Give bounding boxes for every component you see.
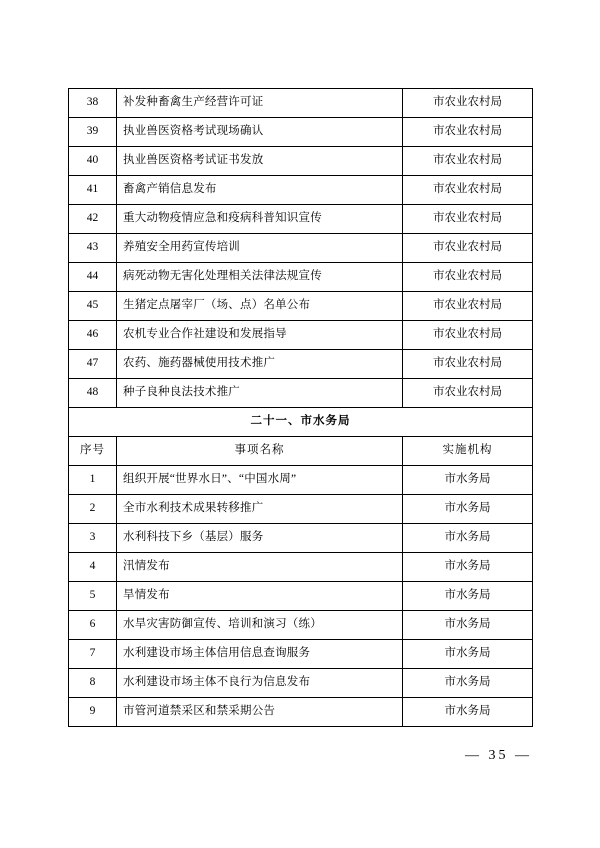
- table-row: [69, 640, 533, 669]
- table-row: [69, 263, 533, 292]
- row-item-name: 种子良种良法技术推广: [117, 379, 403, 408]
- row-organization: 市水务局: [403, 553, 533, 582]
- table-row: [69, 379, 533, 408]
- column-header-organization: 实施机构: [403, 437, 533, 466]
- table-row: [69, 89, 533, 118]
- table-row: [69, 582, 533, 611]
- table-row: [69, 205, 533, 234]
- row-number: 1: [69, 466, 117, 495]
- row-number: 47: [69, 350, 117, 379]
- row-organization: 市农业农村局: [403, 118, 533, 147]
- column-header-name: 事项名称: [117, 437, 403, 466]
- row-number: 4: [69, 553, 117, 582]
- table-row: [69, 147, 533, 176]
- row-item-name: 生猪定点屠宰厂（场、点）名单公布: [117, 292, 403, 321]
- row-number: 8: [69, 669, 117, 698]
- table-row: [69, 234, 533, 263]
- row-number: 41: [69, 176, 117, 205]
- row-organization: 市农业农村局: [403, 350, 533, 379]
- row-number: 2: [69, 495, 117, 524]
- row-organization: 市农业农村局: [403, 176, 533, 205]
- row-organization: 市水务局: [403, 698, 533, 727]
- section-title: 二十一、市水务局: [69, 408, 533, 437]
- row-number: 9: [69, 698, 117, 727]
- row-number: 48: [69, 379, 117, 408]
- page-number: — 35 —: [465, 748, 532, 763]
- row-organization: 市水务局: [403, 669, 533, 698]
- row-organization: 市水务局: [403, 495, 533, 524]
- row-organization: 市农业农村局: [403, 321, 533, 350]
- row-item-name: 旱情发布: [117, 582, 403, 611]
- table-row: [69, 176, 533, 205]
- row-number: 39: [69, 118, 117, 147]
- row-number: 46: [69, 321, 117, 350]
- row-item-name: 养殖安全用药宣传培训: [117, 234, 403, 263]
- row-item-name: 全市水利技术成果转移推广: [117, 495, 403, 524]
- row-number: 40: [69, 147, 117, 176]
- document-content: [68, 88, 532, 727]
- table-row: [69, 611, 533, 640]
- row-number: 44: [69, 263, 117, 292]
- table-row: [69, 321, 533, 350]
- row-organization: 市水务局: [403, 611, 533, 640]
- row-organization: 市水务局: [403, 640, 533, 669]
- table-header-row: [69, 437, 533, 466]
- table-row: [69, 698, 533, 727]
- row-item-name: 水旱灾害防御宣传、培训和演习（练）: [117, 611, 403, 640]
- row-item-name: 汛情发布: [117, 553, 403, 582]
- table-row: [69, 553, 533, 582]
- section-title-row: [69, 408, 533, 437]
- row-organization: 市农业农村局: [403, 379, 533, 408]
- row-organization: 市农业农村局: [403, 89, 533, 118]
- row-organization: 市水务局: [403, 524, 533, 553]
- row-number: 45: [69, 292, 117, 321]
- row-number: 43: [69, 234, 117, 263]
- table-row: [69, 350, 533, 379]
- row-item-name: 农机专业合作社建设和发展指导: [117, 321, 403, 350]
- row-item-name: 农药、施药器械使用技术推广: [117, 350, 403, 379]
- row-organization: 市农业农村局: [403, 292, 533, 321]
- row-organization: 市农业农村局: [403, 234, 533, 263]
- row-organization: 市水务局: [403, 582, 533, 611]
- row-number: 5: [69, 582, 117, 611]
- row-item-name: 病死动物无害化处理相关法律法规宣传: [117, 263, 403, 292]
- services-table: [68, 88, 533, 727]
- row-item-name: 水利建设市场主体不良行为信息发布: [117, 669, 403, 698]
- row-item-name: 重大动物疫情应急和疫病科普知识宣传: [117, 205, 403, 234]
- row-item-name: 水利科技下乡（基层）服务: [117, 524, 403, 553]
- row-item-name: 执业兽医资格考试现场确认: [117, 118, 403, 147]
- row-number: 7: [69, 640, 117, 669]
- row-item-name: 水利建设市场主体信用信息查询服务: [117, 640, 403, 669]
- row-item-name: 市管河道禁采区和禁采期公告: [117, 698, 403, 727]
- table-row: [69, 466, 533, 495]
- row-number: 3: [69, 524, 117, 553]
- table-row: [69, 495, 533, 524]
- row-number: 38: [69, 89, 117, 118]
- table-row: [69, 669, 533, 698]
- row-organization: 市农业农村局: [403, 147, 533, 176]
- row-item-name: 畜禽产销信息发布: [117, 176, 403, 205]
- row-number: 42: [69, 205, 117, 234]
- table-row: [69, 118, 533, 147]
- row-item-name: 组织开展“世界水日”、“中国水周”: [117, 466, 403, 495]
- row-organization: 市农业农村局: [403, 205, 533, 234]
- row-organization: 市水务局: [403, 466, 533, 495]
- table-row: [69, 292, 533, 321]
- column-header-number: 序号: [69, 437, 117, 466]
- row-number: 6: [69, 611, 117, 640]
- table-body: [69, 89, 533, 727]
- table-row: [69, 524, 533, 553]
- row-item-name: 补发种畜禽生产经营许可证: [117, 89, 403, 118]
- row-organization: 市农业农村局: [403, 263, 533, 292]
- row-item-name: 执业兽医资格考试证书发放: [117, 147, 403, 176]
